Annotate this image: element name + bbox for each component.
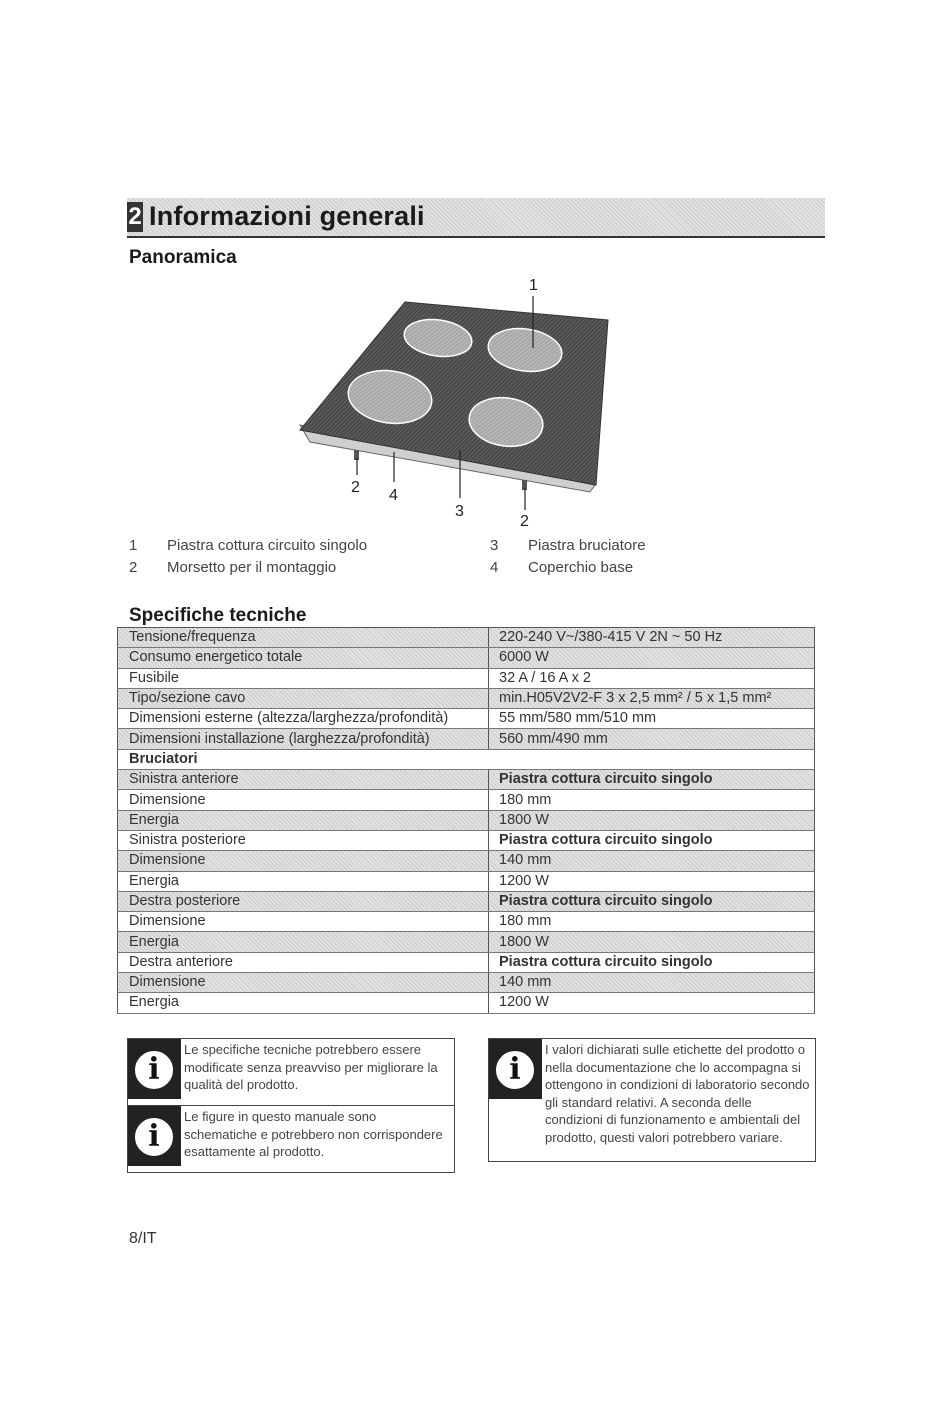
- spec-value: 1200 W: [489, 871, 815, 891]
- specs-title: Specifiche tecniche: [129, 605, 307, 626]
- spec-value: 140 mm: [489, 851, 815, 871]
- note-text: I valori dichiarati sulle etichette del prodotto o nella documentazione che lo accompagna si ottengono in condizioni di laboratorio secondo gli standard relativi. A seconda delle condizioni di funzionamento e ambientali del prodotto, questi valori potrebbero variare.: [545, 1042, 810, 1145]
- chapter-title: Informazioni generali: [149, 201, 425, 231]
- spec-label: Energia: [118, 993, 489, 1013]
- spec-value: [489, 749, 815, 769]
- spec-value: 560 mm/490 mm: [489, 729, 815, 749]
- legend-text: Piastra bruciatore: [528, 537, 646, 554]
- note-item: [489, 1039, 815, 1161]
- spec-value: 1200 W: [489, 993, 815, 1013]
- spec-row: [118, 709, 815, 729]
- legend-num: 1: [129, 537, 138, 554]
- spec-label: Bruciatori: [118, 749, 489, 769]
- info-icon: i: [489, 1039, 542, 1099]
- spec-label: Dimensione: [118, 790, 489, 810]
- spec-value: 180 mm: [489, 912, 815, 932]
- spec-value: 220-240 V~/380-415 V 2N ~ 50 Hz: [489, 628, 815, 648]
- spec-row: [118, 770, 815, 790]
- spec-value: 140 mm: [489, 973, 815, 993]
- spec-label: Sinistra posteriore: [118, 830, 489, 850]
- note-box-right: [488, 1038, 816, 1162]
- legend-num: 3: [490, 537, 499, 554]
- spec-row: [118, 648, 815, 668]
- spec-label: Sinistra anteriore: [118, 770, 489, 790]
- spec-label: Destra anteriore: [118, 952, 489, 972]
- legend-item-3: [490, 537, 646, 554]
- spec-row: [118, 932, 815, 952]
- legend-text: Morsetto per il montaggio: [167, 559, 337, 576]
- legend-text: Coperchio base: [528, 559, 634, 576]
- spec-row: [118, 628, 815, 648]
- spec-label: Energia: [118, 810, 489, 830]
- legend-num: 4: [490, 559, 499, 576]
- spec-label: Consumo energetico totale: [118, 648, 489, 668]
- spec-table: [117, 627, 815, 1014]
- overview-title: Panoramica: [129, 247, 237, 268]
- spec-row: [118, 871, 815, 891]
- spec-value: 180 mm: [489, 790, 815, 810]
- cooktop-diagram: [290, 270, 630, 540]
- spec-value: Piastra cottura circuito singolo: [489, 952, 815, 972]
- chapter-header: [127, 198, 825, 238]
- spec-value: Piastra cottura circuito singolo: [489, 891, 815, 911]
- spec-value: min.H05V2V2-F 3 x 2,5 mm² / 5 x 1,5 mm²: [489, 688, 815, 708]
- spec-row: [118, 810, 815, 830]
- spec-row: [118, 973, 815, 993]
- diagram-label-2-left: 2: [351, 479, 360, 496]
- spec-row: [118, 688, 815, 708]
- spec-label: Tensione/frequenza: [118, 628, 489, 648]
- diagram-label-2-right: 2: [520, 513, 529, 530]
- spec-label: Destra posteriore: [118, 891, 489, 911]
- spec-value: 1800 W: [489, 810, 815, 830]
- spec-row: [118, 668, 815, 688]
- spec-label: Dimensione: [118, 973, 489, 993]
- spec-value: Piastra cottura circuito singolo: [489, 770, 815, 790]
- spec-row: [118, 729, 815, 749]
- spec-label: Dimensione: [118, 851, 489, 871]
- legend-item-2: [129, 559, 336, 576]
- spec-row: [118, 993, 815, 1013]
- diagram-label-3: 3: [455, 503, 464, 520]
- spec-label: Fusibile: [118, 668, 489, 688]
- spec-value: 6000 W: [489, 648, 815, 668]
- spec-label: Energia: [118, 871, 489, 891]
- spec-value: 55 mm/580 mm/510 mm: [489, 709, 815, 729]
- page-number: 8/IT: [129, 1230, 157, 1247]
- legend-num: 2: [129, 559, 138, 576]
- legend-item-4: [490, 559, 633, 576]
- note-box-left: [127, 1038, 455, 1173]
- diagram-label-4: 4: [389, 487, 398, 504]
- spec-label: Tipo/sezione cavo: [118, 688, 489, 708]
- spec-value: Piastra cottura circuito singolo: [489, 830, 815, 850]
- info-icon: i: [128, 1106, 181, 1166]
- spec-label: Energia: [118, 932, 489, 952]
- note-item: [128, 1105, 454, 1172]
- note-item: [128, 1039, 454, 1105]
- legend-item-1: [129, 537, 367, 554]
- spec-value: 32 A / 16 A x 2: [489, 668, 815, 688]
- note-text: Le specifiche tecniche potrebbero essere modificate senza preavviso per migliorare la qualità del prodotto.: [184, 1042, 438, 1092]
- chapter-number: 2: [128, 203, 142, 230]
- spec-row: [118, 830, 815, 850]
- spec-value: 1800 W: [489, 932, 815, 952]
- spec-label: Dimensione: [118, 912, 489, 932]
- spec-row: [118, 891, 815, 911]
- spec-row: [118, 912, 815, 932]
- info-icon: i: [128, 1039, 181, 1099]
- legend-text: Piastra cottura circuito singolo: [167, 537, 368, 554]
- spec-row: [118, 851, 815, 871]
- note-text: Le figure in questo manuale sono schematiche e potrebbero non corrispondere esattamente al prodotto.: [184, 1109, 443, 1159]
- spec-row: [118, 790, 815, 810]
- spec-label: Dimensioni esterne (altezza/larghezza/profondità): [118, 709, 489, 729]
- diagram-label-1: 1: [529, 277, 538, 294]
- spec-section-heading: [118, 749, 815, 769]
- spec-label: Dimensioni installazione (larghezza/profondità): [118, 729, 489, 749]
- spec-row: [118, 952, 815, 972]
